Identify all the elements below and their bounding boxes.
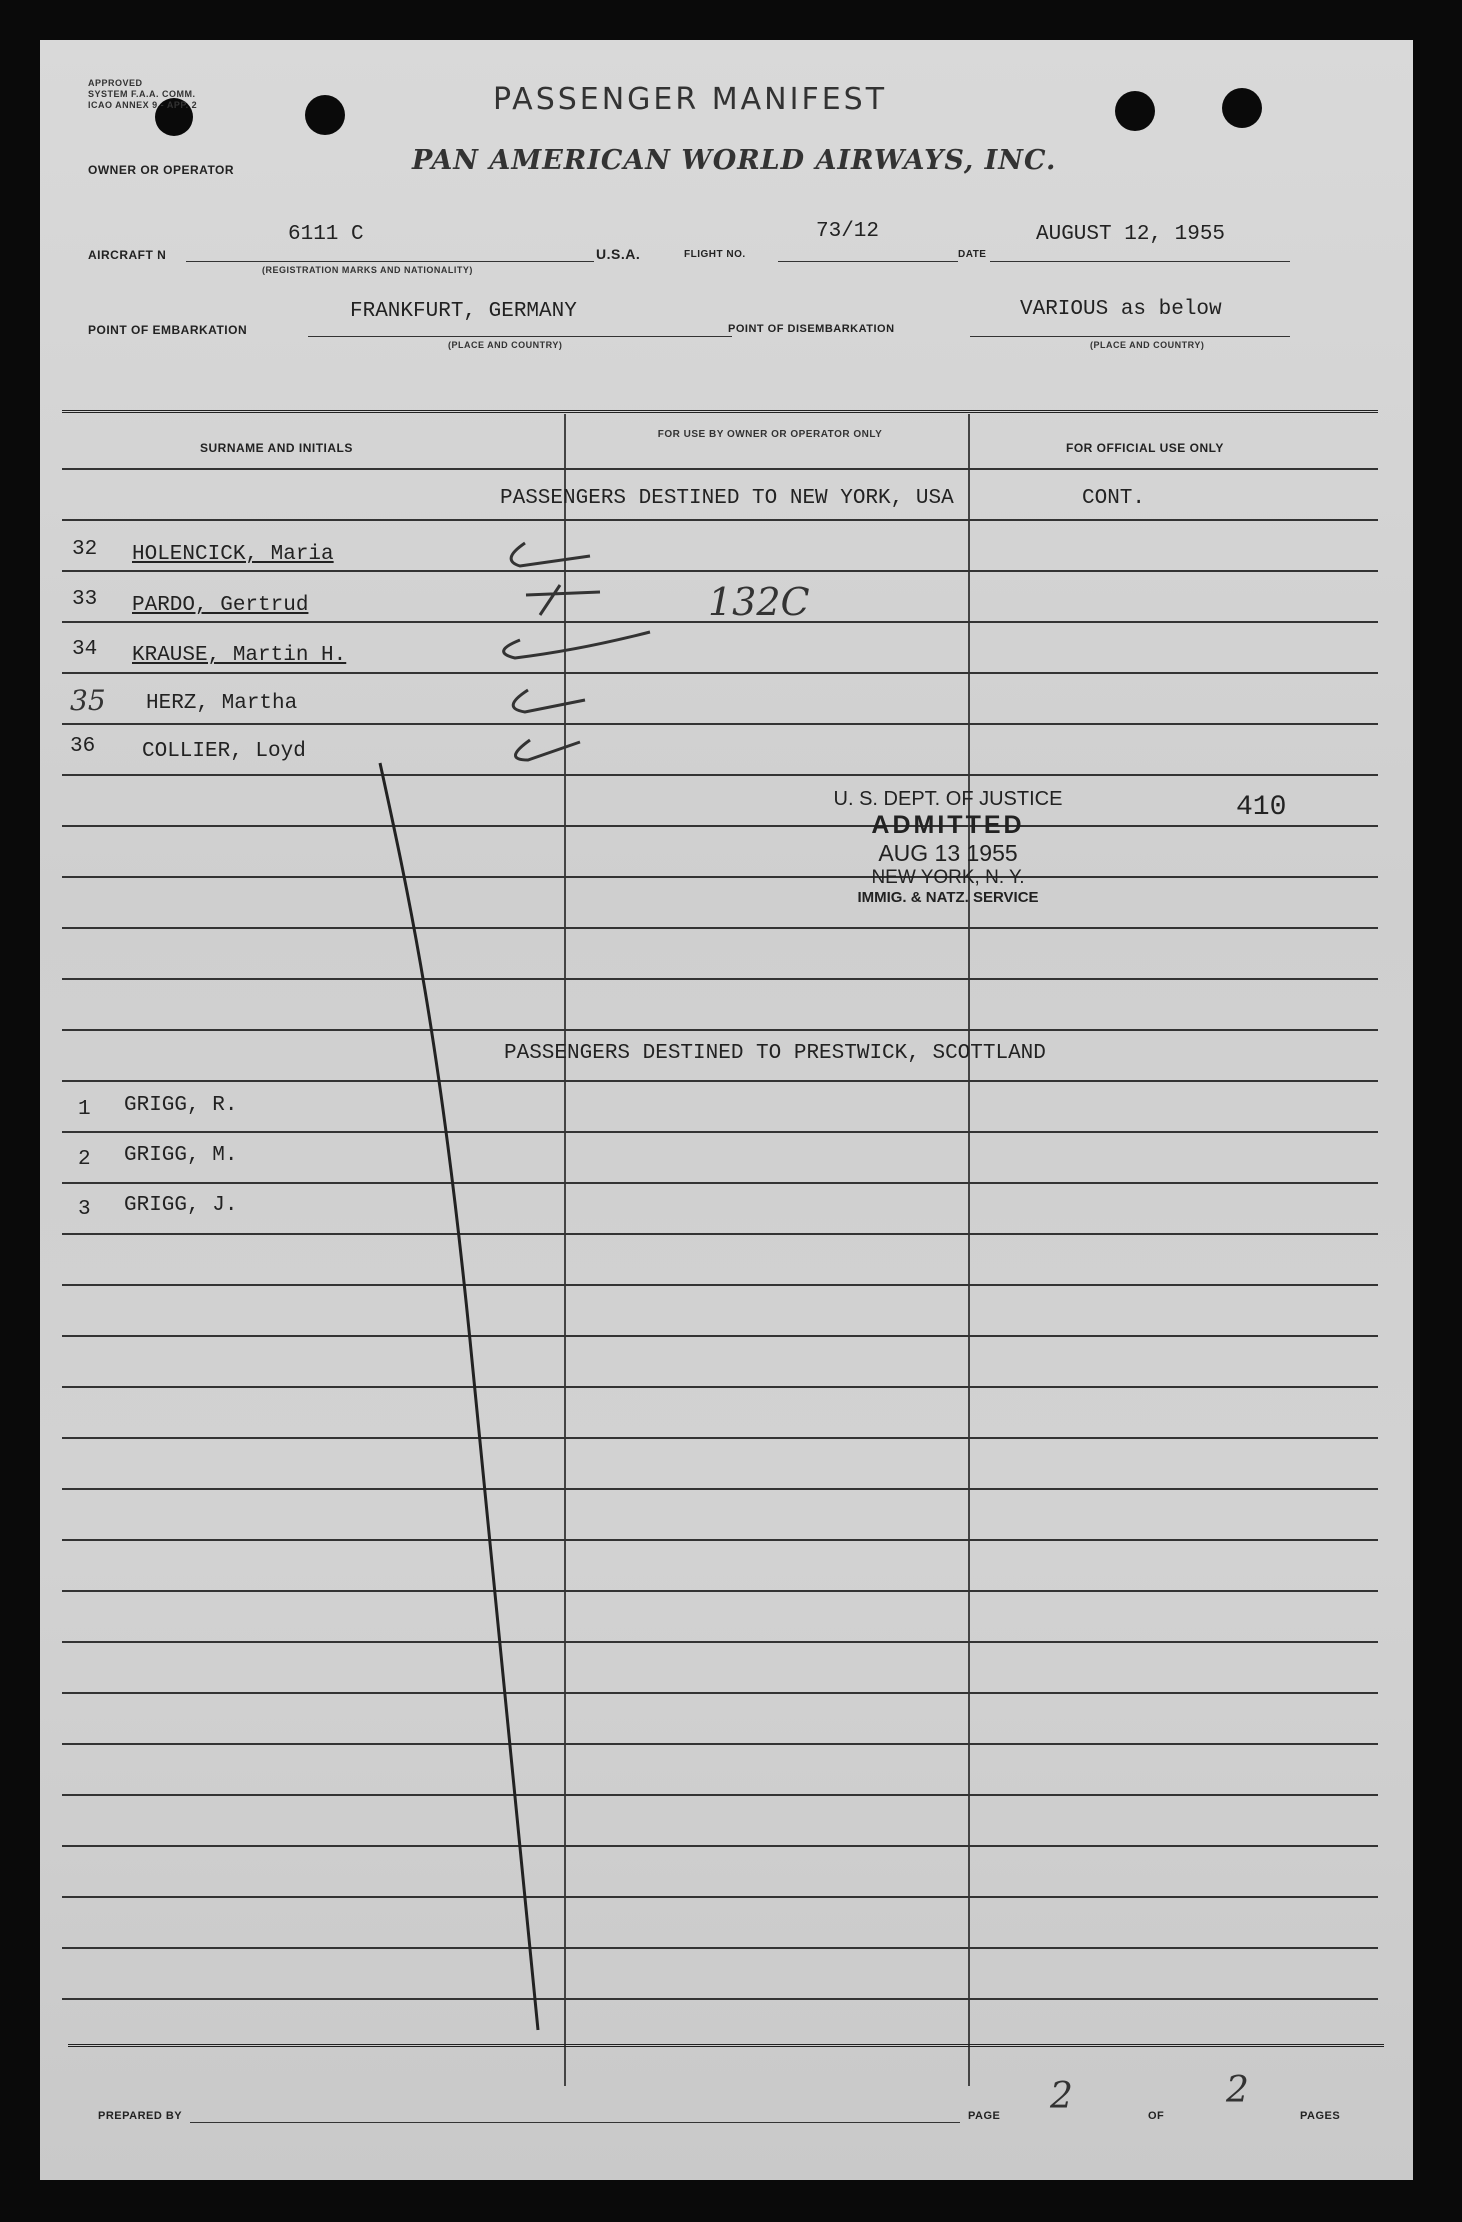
passenger-row-name: COLLIER, Loyd	[142, 740, 306, 763]
aircraft-label: AIRCRAFT N	[88, 248, 167, 262]
embarkation-label: POINT OF EMBARKATION	[88, 323, 248, 337]
check-mark-icon	[504, 632, 650, 658]
section-heading-prestwick: PASSENGERS DESTINED TO PRESTWICK, SCOTTLAND	[504, 1042, 1046, 1065]
handwritten-note: 132C	[708, 580, 810, 624]
passenger-row-name: HERZ, Martha	[146, 692, 298, 715]
passenger-row-name: PARDO, Gertrud	[132, 594, 309, 617]
of-label: OF	[1148, 2110, 1165, 2122]
pages-label: PAGES	[1300, 2110, 1341, 2122]
passenger-row-number: 3	[78, 1198, 91, 1221]
passenger-row-name: GRIGG, R.	[124, 1094, 238, 1117]
page-number: 2	[1050, 2076, 1073, 2117]
stamp-number: 410	[1236, 792, 1287, 823]
passenger-row-name: KRAUSE, Martin H.	[132, 644, 347, 667]
stamp-city: NEW YORK, N. Y.	[871, 867, 1025, 888]
passenger-row-number: 36	[70, 735, 96, 758]
page-label: PAGE	[968, 2110, 1001, 2122]
passenger-row-name: GRIGG, J.	[124, 1194, 238, 1217]
embarkation-value: FRANKFURT, GERMANY	[350, 300, 577, 323]
passenger-row-number: 1	[78, 1098, 91, 1121]
passenger-row-number: 34	[72, 638, 98, 661]
table-bottom-rule	[68, 2044, 1384, 2047]
check-mark-icon	[526, 585, 600, 615]
column-header-surname: SURNAME AND INITIALS	[200, 441, 353, 455]
handwritten-marks	[40, 40, 1413, 2180]
airline-name: PAN AMERICAN WORLD AIRWAYS, INC.	[412, 145, 1057, 176]
section-heading-new-york: PASSENGERS DESTINED TO NEW YORK, USA	[500, 487, 954, 510]
prepared-by-underline	[190, 2122, 960, 2123]
section-cont-label: CONT.	[1082, 487, 1146, 510]
aircraft-sublabel: (REGISTRATION MARKS AND NATIONALITY)	[262, 265, 473, 275]
passenger-row-number: 35	[70, 684, 106, 717]
embarkation-sublabel: (PLACE AND COUNTRY)	[448, 340, 563, 350]
stamp-admitted: ADMITTED	[871, 811, 1025, 839]
prepared-by-label: PREPARED BY	[98, 2110, 183, 2122]
disembarkation-label: POINT OF DISEMBARKATION	[728, 323, 895, 335]
owner-label: OWNER OR OPERATOR	[88, 163, 235, 177]
passenger-row-number: 32	[72, 538, 98, 561]
handwritten-line	[380, 763, 538, 2030]
check-mark-icon	[513, 690, 585, 712]
date-label: DATE	[958, 249, 987, 260]
stamp-date: AUG 13 1955	[878, 840, 1018, 866]
passenger-row-name: HOLENCICK, Maria	[132, 543, 334, 566]
check-mark-icon	[515, 740, 580, 760]
approval-line-1: APPROVED	[88, 78, 143, 88]
date-value: AUGUST 12, 1955	[1036, 223, 1226, 246]
manifest-sheet	[40, 40, 1413, 2180]
aircraft-value: 6111 C	[288, 223, 364, 246]
check-mark-icon	[511, 543, 590, 566]
disembarkation-value: VARIOUS as below	[1020, 298, 1222, 321]
flight-value: 73/12	[816, 220, 880, 243]
flight-label: FLIGHT NO.	[684, 249, 746, 260]
disembarkation-sublabel: (PLACE AND COUNTRY)	[1090, 340, 1205, 350]
approval-line-2: SYSTEM F.A.A. COMM.	[88, 89, 196, 99]
column-header-official: FOR OFFICIAL USE ONLY	[1066, 441, 1224, 455]
column-header-owner-use: FOR USE BY OWNER OR OPERATOR ONLY	[657, 429, 883, 440]
total-pages: 2	[1226, 2070, 1249, 2111]
passenger-row-name: GRIGG, M.	[124, 1144, 238, 1167]
stamp-service: IMMIG. & NATZ. SERVICE	[857, 889, 1039, 906]
passenger-row-number: 2	[78, 1148, 91, 1171]
passenger-row-number: 33	[72, 588, 98, 611]
approval-line-3: ICAO ANNEX 9 - APP. 2	[88, 100, 198, 110]
usa-label: U.S.A.	[596, 246, 641, 262]
page-title: PASSENGER MANIFEST	[493, 82, 888, 117]
stamp-dept: U. S. DEPT. OF JUSTICE	[833, 788, 1063, 810]
